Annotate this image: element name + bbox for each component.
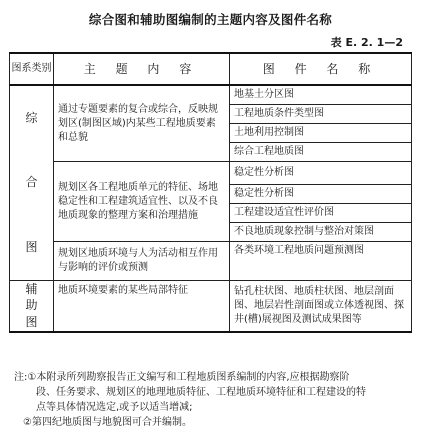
note-line: 段、任务要求、规划区的地理地质特征、工程地质环境特征和工程建设的特 [36, 387, 366, 398]
table-row [10, 281, 412, 333]
content-cell: 地质环境要素的某些局部特征 [54, 281, 230, 333]
table-row [10, 162, 412, 185]
content-cell: 规划区各工程地质单元的特征、场地稳定性和工程建筑适宜性、以及不良地质现象的整理方案和治理措施 [54, 162, 230, 242]
table-title: 综合图和辅助图编制的主题内容及图件名称 [88, 12, 333, 27]
category-char: 辅 [25, 281, 38, 296]
table-header-row [10, 53, 412, 85]
figure-name: 土地利用控制图 [230, 124, 412, 143]
figure-name: 稳定性分析图 [230, 162, 412, 185]
category-char: 助 [25, 298, 38, 313]
note-line: 点等具体情况选定,或予以适当增减; [36, 402, 193, 413]
header-category: 图系类别 [10, 53, 54, 85]
category-char: 图 [25, 315, 38, 330]
figure-name: 各类环境工程地质问题预测图 [230, 242, 412, 281]
figure-name: 综合工程地质图 [230, 143, 412, 162]
content-cell: 规划区地质环境与人为活动相互作用与影响的评价或预测 [54, 242, 230, 281]
table-row [10, 85, 412, 105]
figure-name: 地基土分区图 [230, 85, 412, 105]
header-names: 图 件 名 称 [230, 53, 412, 85]
category-cell-auxiliary [10, 281, 54, 333]
figure-name: 钻孔柱状图、地质柱状图、地层剖面图、地层岩性剖面图或立体透视图、探井(槽)展视图及测试成果图等 [230, 281, 412, 333]
category-char: 综 [25, 110, 38, 125]
figure-name: 工程建设适宜性评价图 [230, 204, 412, 223]
footnotes [14, 370, 414, 430]
figure-name: 不良地质现象控制与整治对策图 [230, 223, 412, 242]
content-cell: 通过专题要素的复合或综合，反映规划区(制图区域)内某些工程地质要素和总貌 [54, 85, 230, 162]
note-line: ②第四纪地质图与地貌图可合并编制。 [23, 417, 192, 428]
header-content: 主 题 内 容 [54, 53, 230, 85]
category-cell-composite [10, 85, 54, 281]
note-line: 注:①本附录所列勘察报告正文编写和工程地质图系编制的内容,应根据勘察阶 [14, 372, 350, 383]
category-char: 合 [25, 175, 38, 190]
figure-name: 稳定性分析图 [230, 185, 412, 204]
table-row [10, 242, 412, 281]
table-number: 表 E. 2. 1—2 [330, 36, 403, 49]
category-char: 图 [25, 240, 38, 255]
figure-name: 工程地质条件类型图 [230, 105, 412, 124]
content-table [9, 52, 412, 333]
